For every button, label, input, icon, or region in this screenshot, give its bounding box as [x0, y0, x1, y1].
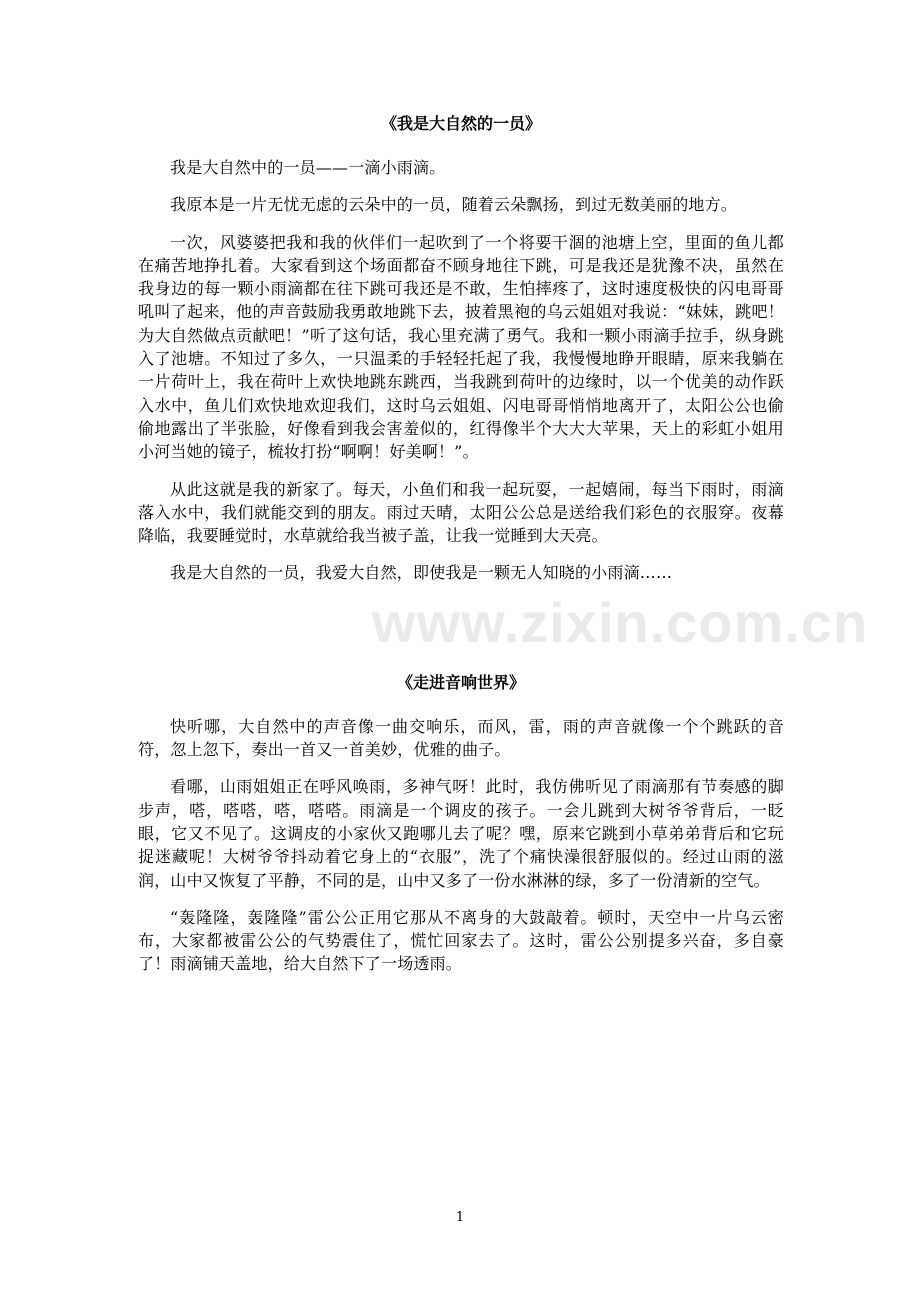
paragraph: 快听哪，大自然中的声音像一曲交响乐，而风，雷，雨的声音就像一个个跳跃的音符，忽上忽下，奏出一首又一首美妙，优雅的曲子。: [138, 716, 784, 760]
essay-section-1: [138, 112, 784, 585]
paragraph: 我是大自然中的一员——一滴小雨滴。: [170, 158, 446, 177]
paragraph: 我原本是一片无忧无虑的云朵中的一员，随着云朵飘扬，到过无数美丽的地方。: [170, 195, 738, 215]
watermark-text: www.zixin.com.cn: [372, 591, 869, 654]
paragraph: 我是大自然的一员，我爱大自然，即使我是一颗无人知晓的小雨滴……: [170, 563, 673, 583]
page-number: 1: [455, 1210, 465, 1225]
document-body: [138, 112, 784, 990]
paragraph: “轰隆隆，轰隆隆”雷公公正用它那从不离身的大鼓敲着。顿时，天空中一片乌云密布，大家都被雷公公的气势震住了，慌忙回家去了。这时，雷公公别提多兴奋，多自豪了！雨滴铺天盖地，给大自然下了一场透雨。: [138, 907, 784, 974]
paragraph: 看哪，山雨姐姐正在呼风唤雨，多神气呀！此时，我仿佛听见了雨滴那有节奏感的脚步声，嗒，嗒嗒，嗒，嗒嗒。雨滴是一个调皮的孩子。一会儿跳到大树爷爷背后，一眨眼，它又不见了。这调皮的小家伙又跑哪儿去了呢？嘿，原来它跳到小草弟弟背后和它玩捉迷藏呢！大树爷爷抖动着它身上的“衣服”，洗了个痛快澡很舒服似的。经过山雨的滋润，山中又恢复了平静，不同的是，山中又多了一份水淋淋的绿，多了一份清新的空气。: [138, 777, 784, 890]
section-spacer: [138, 599, 784, 671]
essay-section-2: [138, 671, 784, 976]
essay-title: 《走进音响世界》: [396, 672, 525, 692]
paragraph: 一次，风婆婆把我和我的伙伴们一起吹到了一个将要干涸的池塘上空，里面的鱼儿都在痛苦地挣扎着。大家看到这个场面都奋不顾身地往下跳，可是我还是犹豫不决，虽然在我身边的每一颗小雨滴都在往下跳可我还是不敢，生怕摔疼了，这时速度极快的闪电哥哥吼叫了起来，他的声音鼓励我勇敢地跳下去，披着黑袍的乌云姐姐对我说：“妹妹，跳吧！为大自然做点贡献吧！”听了这句话，我心里充满了勇气。我和一颗小雨滴手拉手，纵身跳入了池塘。不知过了多久，一只温柔的手轻轻托起了我，我慢慢地睁开眼睛，原来我躺在一片荷叶上，我在荷叶上欢快地跳东跳西，当我跳到荷叶的边缘时，以一个优美的动作跃入水中，鱼儿们欢快地欢迎我们，这时乌云姐姐、闪电哥哥悄悄地离开了，太阳公公也偷偷地露出了半张脸，好像看到我会害羞似的，红得像半个大大大苹果，天上的彩虹小姐用小河当她的镜子，梳妆打扮“啊啊！好美啊！”。: [138, 232, 784, 462]
paragraph: 从此这就是我的新家了。每天，小鱼们和我一起玩耍，一起嬉闹，每当下雨时，雨滴落入水中，我们就能交到的朋友。雨过天晴，太阳公公总是送给我们彩色的衣服穿。夜幕降临，我要睡觉时，水草就给我当被子盖，让我一觉睡到大天亮。: [138, 479, 784, 546]
essay-title: 《我是大自然的一员》: [380, 114, 541, 133]
